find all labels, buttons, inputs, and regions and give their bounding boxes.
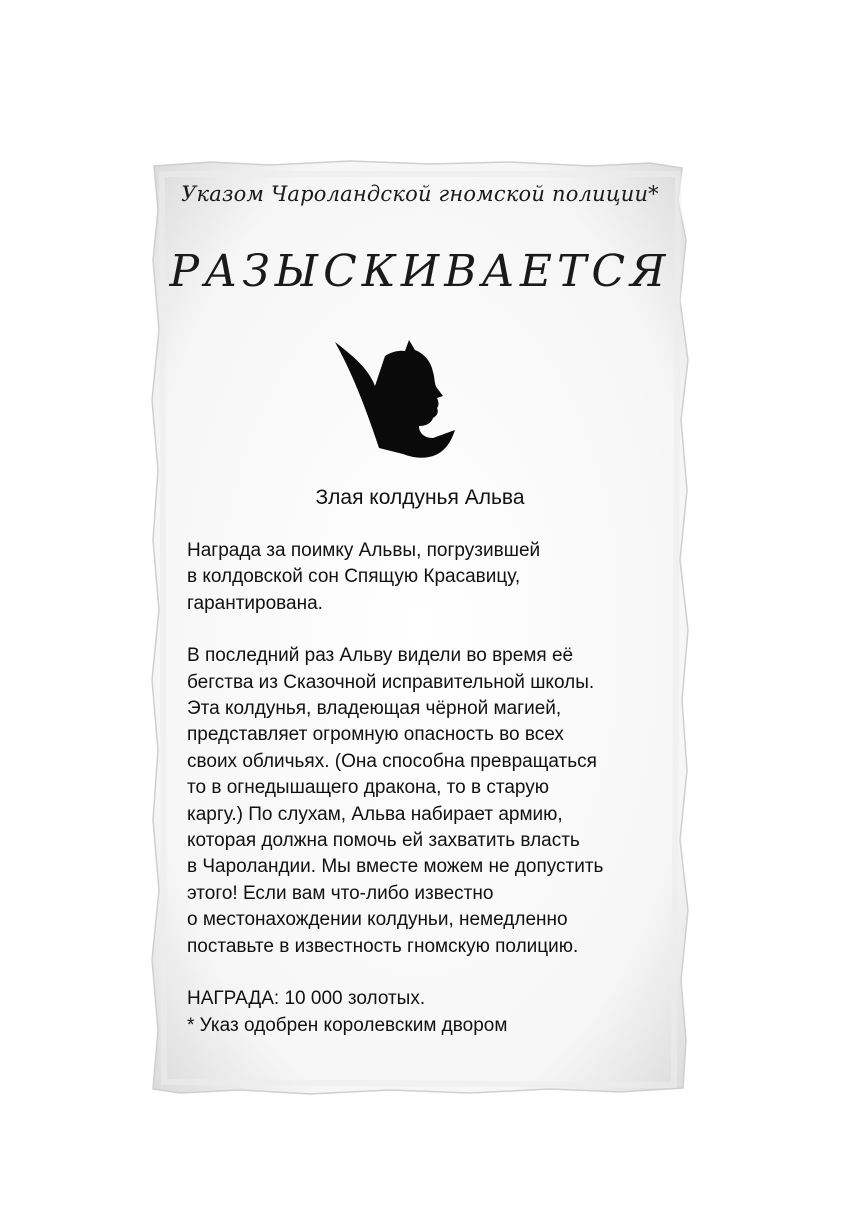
paragraph-gap: [187, 960, 677, 986]
paragraph1-line: Награда за поимку Альвы, погрузившей: [187, 540, 541, 561]
paragraph2-line: своих обличьях. (Она способна превращаться: [187, 750, 597, 772]
wanted-title: РАЗЫСКИВАЕТСЯ: [169, 246, 671, 297]
paragraph2-line: поставьте в известность гномскую полицию.: [187, 935, 579, 957]
villain-silhouette-icon: [333, 338, 468, 460]
paragraph2-line: которая должна помочь ей захватить власть: [187, 830, 580, 852]
poster-body: [187, 538, 677, 1039]
paragraph2-line: В последний раз Альву видели во время её: [187, 645, 574, 667]
decree-header: Указом Чароландской гномской полиции*: [181, 182, 659, 206]
paragraph2-line: бегства из Сказочной исправительной школы.: [187, 671, 595, 693]
paragraph2-line: каргу.) По слухам, Альва набирает армию,: [187, 803, 563, 825]
paragraph2-line: в Чароландии. Мы вместе можем не допустить: [187, 856, 604, 878]
paragraph-gap: [187, 617, 677, 643]
paragraph1-line: в колдовской сон Спящую Красавицу,: [187, 566, 521, 588]
villain-name: Злая колдунья Альва: [315, 486, 525, 509]
paragraph2-line: Эта колдунья, владеющая чёрной магией,: [187, 698, 562, 720]
footnote-line: * Указ одобрен королевским двором: [187, 1014, 508, 1036]
wanted-poster: [150, 160, 690, 1095]
paragraph2-line: представляет огромную опасность во всех: [187, 724, 564, 746]
paragraph2-line: этого! Если вам что-либо известно: [187, 882, 494, 904]
paragraph1-line: гарантирована.: [187, 592, 323, 614]
paragraph2-line: то в огнедышащего дракона, то в старую: [187, 777, 550, 799]
paragraph2-line: о местонахождении колдуньи, немедленно: [187, 909, 568, 931]
reward-line: НАГРАДА: 10 000 золотых.: [187, 988, 426, 1010]
